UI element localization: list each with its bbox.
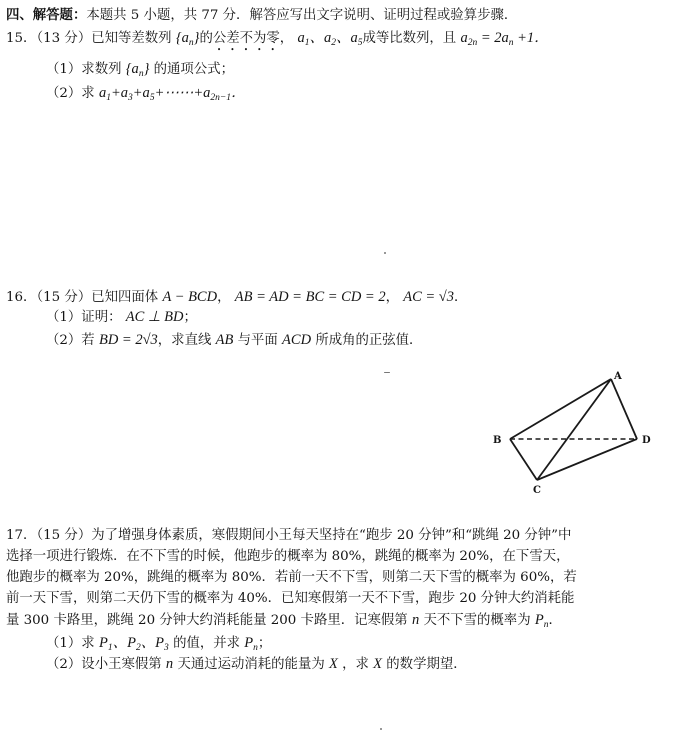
- q17-var-n: n: [411, 612, 420, 628]
- vertex-label-d: D: [642, 435, 651, 446]
- part-text: ，求: [342, 657, 369, 672]
- q17-part2: [46, 655, 467, 674]
- edge-ab: [510, 379, 611, 439]
- q17-p1-pn: $P_n$: [244, 635, 258, 653]
- q16-text: ．: [454, 290, 468, 305]
- vertex-label-c: C: [533, 485, 541, 496]
- part-text: 与平面: [237, 333, 278, 348]
- q16-p1-math: AC ⊥ BD: [125, 309, 184, 325]
- q15-terms: $a_1$、$a_2$、$a_5$: [297, 30, 363, 48]
- q17-score: （15 分）: [36, 528, 92, 543]
- edge-bc: [510, 439, 537, 480]
- q16-text: 已知四面体: [91, 290, 159, 305]
- q15-equation: $a_{2n} = 2a_n +1$．: [460, 30, 549, 48]
- q15-text: 的: [199, 31, 213, 46]
- q17-line-2: [6, 548, 570, 566]
- q17-text: 选择一项进行锻炼．在不下雪的时候，他跑步的概率为 80%，跳绳的概率为 20%，在下雪天，: [6, 549, 570, 564]
- scan-speck: [380, 728, 382, 730]
- q17-line-4: [6, 590, 574, 608]
- q17-var-x: X: [329, 656, 338, 672]
- q16-equation-2: AC = √3: [403, 289, 455, 305]
- section-intro: 本题共 5 小题，共 77 分．解答应写出文字说明、证明过程或验算步骤．: [86, 8, 518, 23]
- tetrahedron-figure: [480, 362, 670, 502]
- q17-var-x: X: [373, 656, 383, 672]
- q16-number: 16．: [6, 290, 37, 305]
- section-heading: [6, 6, 517, 25]
- q16-plane-acd: ACD: [282, 332, 312, 348]
- q15-emphasis: 公差不为零: [212, 31, 280, 46]
- section-title: 四、解答题：: [6, 7, 87, 23]
- q17-line-5: [6, 611, 562, 630]
- q15-text: 已知等差数列: [91, 31, 172, 46]
- q17-text: 天不下雪的概率为: [423, 613, 531, 628]
- q15-p2-sum: $a_1+a_3+a_5+\cdots\cdots+a_{2n-1}$．: [98, 85, 246, 103]
- part-label: （2）设小王寒假第: [46, 657, 162, 672]
- q16-line-ab: AB: [215, 332, 234, 348]
- vertex-label-a: A: [614, 371, 622, 382]
- scan-speck: [384, 372, 390, 373]
- q16-part1: [46, 308, 197, 327]
- q15-part1: [46, 60, 234, 79]
- part-text: 的值，并求: [173, 636, 241, 651]
- q17-text: 前一天下雪，则第二天仍下雪的概率为 40%．已知寒假第一天不下雪，跑步 20 分钟大约消耗能: [6, 591, 575, 606]
- q15-part2: [46, 84, 246, 103]
- q17-pn: $P_n$: [534, 612, 549, 630]
- q16-score: （15 分）: [36, 290, 92, 305]
- q16-solid: A − BCD: [162, 289, 218, 305]
- q17-var-n: n: [165, 656, 174, 672]
- q17-text: 他跑步的概率为 20%，跳绳的概率为 80%．若前一天不下雪，则第二天下雪的概率为 60%，若: [6, 570, 577, 585]
- q16-stem: [6, 288, 467, 307]
- part-text: 天通过运动消耗的能量为: [177, 657, 325, 672]
- part-label: （1）求: [46, 636, 95, 651]
- edge-ad: [611, 379, 637, 439]
- q15-sequence: $\{a_n\}$: [175, 30, 200, 48]
- part-label: （1）求数列: [46, 62, 122, 77]
- q17-text: 量 300 卡路里，跳绳 20 分钟大约消耗能量 200 卡路里．记寒假第: [6, 613, 408, 628]
- vertex-label-b: B: [493, 435, 502, 446]
- q16-text: ，: [385, 290, 399, 305]
- q15-text: ，: [279, 31, 294, 46]
- q17-part1: [46, 634, 271, 653]
- part-text: ；: [257, 636, 272, 651]
- scan-speck: [384, 252, 386, 254]
- part-text: ；: [183, 310, 197, 325]
- part-label: （2）求: [46, 86, 95, 101]
- q17-number: 17．: [6, 528, 37, 543]
- part-text: ，求直线: [157, 333, 212, 348]
- q17-p1-terms: $P_1$、$P_2$、$P_3$: [98, 635, 169, 653]
- q17-text: ．: [548, 613, 562, 628]
- part-text: 的数学期望．: [386, 657, 467, 672]
- q15-score: （13 分）: [36, 31, 92, 46]
- q16-part2: [46, 331, 422, 350]
- q17-text: 为了增强身体素质，寒假期间小王每天坚持在“跑步 20 分钟”和“跳绳 20 分钟”中: [91, 528, 572, 543]
- q16-p2-math: BD = 2√3: [98, 332, 158, 348]
- q15-number: 15．: [6, 31, 37, 46]
- part-text: 所成角的正弦值．: [315, 333, 423, 348]
- q15-text: 成等比数列，且: [362, 31, 457, 46]
- part-label: （1）证明：: [46, 310, 122, 325]
- part-label: （2）若: [46, 333, 95, 348]
- q16-equation: AB = AD = BC = CD = 2: [234, 289, 386, 305]
- part-text: 的通项公式；: [153, 62, 234, 77]
- q17-line-1: [6, 527, 571, 545]
- q15-stem: [6, 29, 549, 54]
- q16-text: ，: [217, 290, 231, 305]
- q17-line-3: [6, 569, 577, 587]
- q15-p1-seq: $\{a_n\}$: [125, 61, 150, 79]
